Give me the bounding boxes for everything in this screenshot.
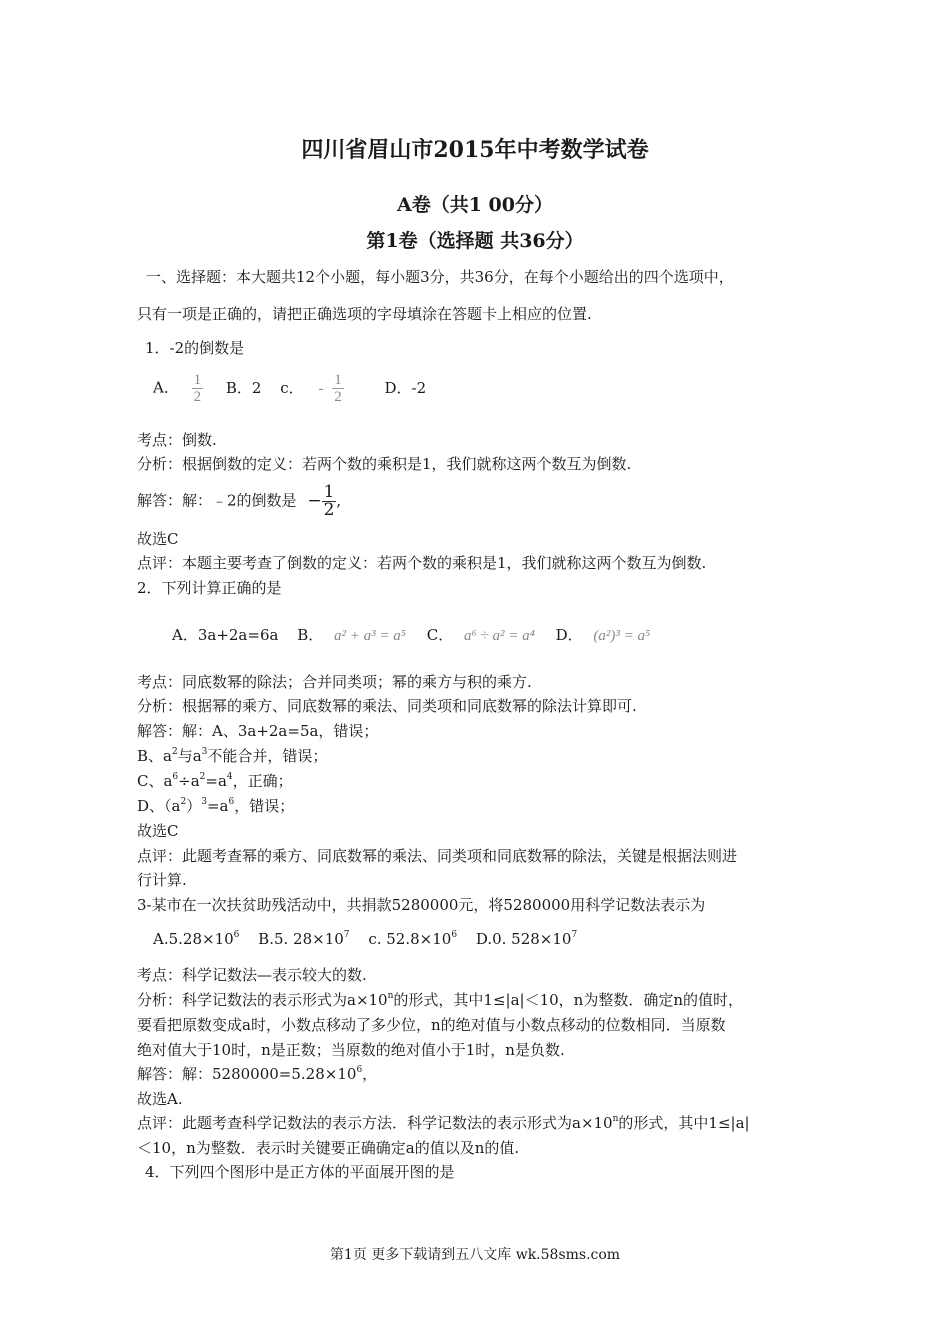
q3-stem: 3-某市在一次扶贫助残活动中，共捐款5280000元，将5280000用科学记数法表示为 [137, 896, 706, 914]
q3-fenxi-2: 要看把原数变成a时，小数点移动了多少位，n的绝对值与小数点移动的位数相同．当原数 [137, 1016, 726, 1034]
q2-option-c-expr: a⁶ ÷ a² = a⁴ [464, 628, 535, 644]
q1-options [153, 372, 426, 405]
q1-stem: 1．-2的倒数是 [145, 339, 245, 357]
q2-option-c-label: C． [426, 626, 454, 644]
q2-option-d-label: D． [555, 626, 583, 644]
text: ， [362, 1065, 378, 1083]
text: 与a [177, 747, 202, 765]
q3-options [153, 927, 577, 951]
superscript: 6 [172, 772, 179, 782]
q1-fenxi: 分析：根据倒数的定义：若两个数的乘积是1，我们就称这两个数互为倒数. [137, 455, 632, 473]
text: 解答：解：5280000=5.28×10 [137, 1065, 357, 1083]
text: 不能合并，错误； [207, 747, 328, 765]
q2-kaodian: 考点：同底数幂的除法；合并同类项；幂的乘方与积的乘方. [137, 673, 532, 691]
text: 的形式，其中1≤|a| [618, 1114, 750, 1132]
q3-fenxi-1 [137, 988, 743, 1012]
q3-guxuan: 故选A. [137, 1090, 183, 1108]
q3-option-a: A.5.28×10 [153, 930, 234, 948]
superscript: 7 [571, 930, 578, 940]
superscript: 6 [451, 930, 458, 940]
q2-stem: 2．下列计算正确的是 [137, 579, 282, 597]
q2-option-b-expr: a² + a³ = a⁵ [334, 628, 406, 644]
q3-jieda [137, 1062, 377, 1086]
fraction-numerator: 1 [323, 482, 335, 502]
q2-dianping-2: 行计算. [137, 871, 187, 889]
fraction-numerator: 1 [334, 372, 342, 388]
text: =a [206, 797, 229, 815]
superscript: 2 [180, 797, 187, 807]
q1-option-c-fraction [332, 372, 344, 405]
q3-option-c: c. 52.8×10 [368, 930, 452, 948]
q2-options [172, 623, 650, 648]
text: 的形式，其中1≤|a|＜10，n为整数．确定n的值时， [393, 991, 743, 1009]
text: 点评：此题考查科学记数法的表示方法．科学记数法的表示形式为a×10 [137, 1114, 613, 1132]
q1-jieda-text: 解答：解：﹣2的倒数是 [137, 491, 297, 510]
fraction-numerator: 1 [193, 372, 202, 388]
q1-option-c-sign: - [318, 380, 324, 397]
superscript: 7 [343, 930, 350, 940]
q3-option-d: D.0. 528×10 [475, 930, 572, 948]
intro-line-2: 只有一项是正确的，请把正确选项的字母填涂在答题卡上相应的位置. [137, 305, 592, 323]
q3-kaodian: 考点：科学记数法—表示较大的数. [137, 966, 367, 984]
intro-line-1: 一、选择题：本大题共12个小题，每小题3分，共36分，在每个小题给出的四个选项中， [146, 268, 734, 286]
q2-option-b-label: B． [297, 626, 324, 644]
text: 分析：科学记数法的表示形式为a×10 [137, 991, 388, 1009]
q2-jieda: 解答：解：A、3a+2a=5a，错误； [137, 722, 379, 740]
text: C、a [137, 772, 173, 790]
q1-option-a-label: A． [153, 378, 179, 397]
text: ，正确； [232, 772, 293, 790]
q3-dianping-2: ＜10，n为整数．表示时关键要正确确定a的值以及n的值. [137, 1139, 520, 1157]
q1-jieda [137, 484, 341, 519]
fraction-denominator: 2 [334, 389, 342, 405]
text: B、a [137, 747, 172, 765]
q1-dianping: 点评：本题主要考查了倒数的定义：若两个数的乘积是1，我们就称这两个数互为倒数. [137, 554, 707, 572]
q1-answer-sign: − [307, 490, 322, 511]
text: ÷a [178, 772, 200, 790]
superscript: 6 [356, 1065, 363, 1075]
q2-line-d [137, 794, 294, 818]
superscript: 2 [171, 747, 178, 757]
q1-option-c-label: c． [280, 378, 304, 397]
q3-dianping-1 [137, 1111, 750, 1135]
superscript: 2 [199, 772, 206, 782]
q3-option-b: B.5. 28×10 [258, 930, 344, 948]
text: =a [205, 772, 227, 790]
q1-option-a-fraction [192, 372, 204, 405]
q2-fenxi: 分析：根据幂的乘方、同底数幂的乘法、同类项和同底数幂的除法计算即可. [137, 697, 637, 715]
q2-dianping-1: 点评：此题考查幂的乘方、同底数幂的乘法、同类项和同底数幂的除法，关键是根据法则进 [137, 847, 738, 865]
q3-fenxi-3: 绝对值大于10时，n是正数；当原数的绝对值小于1时，n是负数. [137, 1041, 565, 1059]
superscript: 3 [201, 747, 208, 757]
text: ） [186, 797, 202, 815]
q2-option-d-expr: (a²)³ = a⁵ [593, 628, 651, 644]
q1-kaodian: 考点：倒数. [137, 431, 217, 449]
section-title-a: A卷（共1 00分） [396, 194, 554, 216]
q1-guxuan: 故选C [137, 530, 179, 548]
superscript: 6 [233, 930, 240, 940]
section-title-b: 第1卷（选择题 共36分） [366, 230, 584, 252]
q1-option-b: B．2 [225, 378, 262, 397]
q4-stem: 4．下列四个图形中是正方体的平面展开图的是 [145, 1163, 455, 1181]
superscript: 4 [226, 772, 233, 782]
fraction-denominator: 2 [323, 500, 335, 520]
text: ，错误； [234, 797, 295, 815]
q2-option-a: A．3a+2a=6a [172, 626, 279, 644]
fraction-denominator: 2 [193, 389, 202, 405]
superscript: 6 [228, 797, 235, 807]
page-footer: 第1页 更多下载请到五八文库 wk.58sms.com [329, 1247, 621, 1263]
text: D、（a [137, 797, 181, 815]
page-title: 四川省眉山市2015年中考数学试卷 [301, 137, 649, 163]
q1-answer-fraction [322, 484, 337, 519]
q2-line-c [137, 769, 293, 793]
q1-option-d: D．-2 [384, 378, 427, 397]
q2-guxuan: 故选C [137, 822, 179, 840]
q1-answer-comma: , [336, 491, 342, 510]
superscript: 3 [201, 797, 207, 807]
superscript: n [387, 991, 394, 1001]
superscript: n [612, 1114, 619, 1124]
q2-line-b [137, 744, 327, 768]
